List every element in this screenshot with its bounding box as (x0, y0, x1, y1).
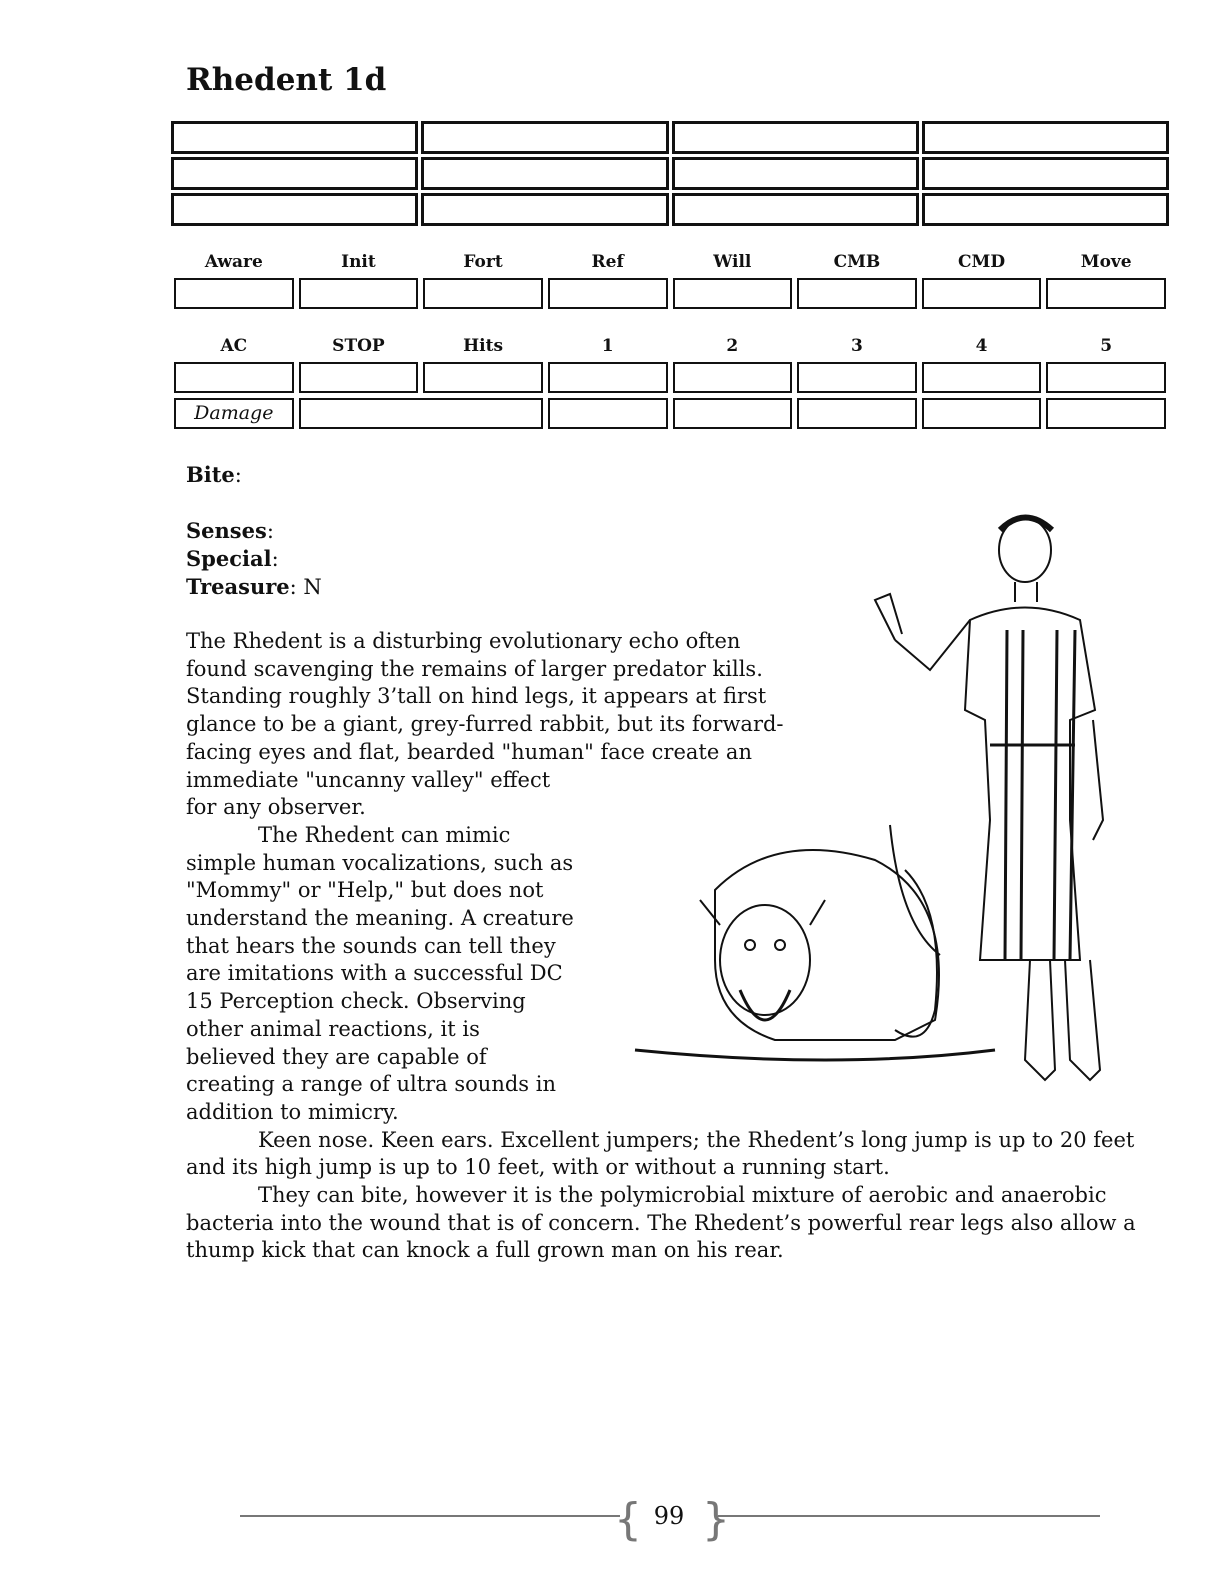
init-field[interactable] (299, 278, 419, 309)
blank-field[interactable] (673, 194, 918, 225)
blank-stat-grid (172, 122, 1168, 225)
footer-rule-left (240, 1515, 620, 1517)
page-title: Rhedent 1d (186, 62, 387, 98)
treasure-line: Treasure: N (186, 574, 322, 599)
damage-field[interactable] (299, 398, 543, 429)
damage-5-field[interactable] (1046, 398, 1166, 429)
blank-field[interactable] (422, 158, 667, 189)
blank-field[interactable] (422, 122, 667, 153)
header-aware: Aware (204, 252, 263, 272)
treasure-value: N (303, 575, 322, 599)
damage-3-field[interactable] (797, 398, 917, 429)
cmd-field[interactable] (922, 278, 1042, 309)
header-5: 5 (1100, 336, 1113, 356)
senses-line: Senses: (186, 518, 274, 543)
cmb-field[interactable] (797, 278, 917, 309)
blank-field[interactable] (172, 158, 417, 189)
damage-4-field[interactable] (922, 398, 1042, 429)
hit-2-field[interactable] (673, 362, 793, 393)
description-paragraph: They can bite, however it is the polymicrobial mixture of aerobic and anaerobic bacteria into the wound that is of concern. The Rhedent’s powerful rear legs also allow a thump kick that can knock a full grown man on his rear. (186, 1183, 1136, 1263)
senses-label: Senses (186, 518, 267, 543)
rhedent-creature (635, 825, 995, 1060)
move-field[interactable] (1046, 278, 1166, 309)
stat-headers-1 (174, 252, 1166, 272)
stat-fields-2 (174, 362, 1166, 393)
blank-field[interactable] (673, 158, 918, 189)
blank-field[interactable] (923, 122, 1168, 153)
stop-field[interactable] (299, 362, 419, 393)
hit-5-field[interactable] (1046, 362, 1166, 393)
damage-label: Damage (174, 398, 294, 429)
header-3: 3 (851, 336, 863, 356)
description-paragraph: The Rhedent is a disturbing evolutionary echo often found scavenging the remains of larger predator kills. Standing roughly 3’tall on hind legs, it appears at first glance to be a giant, grey-furred rabbit, but its forward-facing eyes and flat, bearded "human" face create an immediate "uncanny valley" effect for any observer. (186, 629, 784, 820)
damage-2-field[interactable] (673, 398, 793, 429)
hit-1-field[interactable] (548, 362, 668, 393)
header-cmb: CMB (833, 252, 881, 272)
special-label: Special (186, 546, 272, 571)
left-brace-icon: { (614, 1494, 642, 1545)
header-stop: STOP (332, 336, 385, 356)
human-figure (875, 518, 1103, 1081)
fort-field[interactable] (423, 278, 543, 309)
footer-rule-right (718, 1515, 1100, 1517)
header-fort: Fort (463, 252, 503, 272)
header-hits: Hits (463, 336, 504, 356)
page-number: 99 (653, 1502, 685, 1530)
blank-field[interactable] (172, 122, 417, 153)
blank-field[interactable] (172, 194, 417, 225)
aware-field[interactable] (174, 278, 294, 309)
description-paragraph: Keen nose. Keen ears. Excellent jumpers; the Rhedent’s long jump is up to 20 feet and its high jump is up to 10 feet, with or without a running start. (186, 1127, 1135, 1180)
header-1: 1 (601, 336, 614, 356)
blank-field[interactable] (422, 194, 667, 225)
header-init: Init (341, 252, 376, 272)
bite-label: Bite (186, 462, 235, 487)
hits-field[interactable] (423, 362, 543, 393)
description-paragraph: The Rhedent can mimic simple human vocalizations, such as "Mommy" or "Help," but does not understand the meaning. A creature that hears the sounds can tell they are imitations with a successful DC 15 Perception check. Observing other animal reactions, it is believed they are capable of creating a range of ultra sounds in addition to mimicry. (186, 822, 574, 1124)
header-move: Move (1080, 252, 1132, 272)
header-4: 4 (975, 336, 988, 356)
header-will: Will (713, 252, 752, 272)
hit-4-field[interactable] (922, 362, 1042, 393)
right-brace-icon: } (702, 1494, 730, 1545)
damage-1-field[interactable] (548, 398, 668, 429)
blank-field[interactable] (673, 122, 918, 153)
hit-3-field[interactable] (797, 362, 917, 393)
will-field[interactable] (673, 278, 793, 309)
stat-fields-1 (174, 278, 1166, 309)
ac-field[interactable] (174, 362, 294, 393)
rhedent-illustration (625, 510, 1105, 1090)
header-cmd: CMD (958, 252, 1006, 272)
damage-row (174, 398, 1166, 429)
treasure-label: Treasure (186, 574, 290, 599)
bite-line: Bite: (186, 462, 242, 487)
special-line: Special: (186, 546, 279, 571)
blank-field[interactable] (923, 158, 1168, 189)
blank-field[interactable] (923, 194, 1168, 225)
ref-field[interactable] (548, 278, 668, 309)
header-ref: Ref (591, 252, 624, 272)
stat-headers-2 (174, 336, 1166, 356)
header-2: 2 (726, 336, 739, 356)
header-ac: AC (220, 336, 248, 356)
